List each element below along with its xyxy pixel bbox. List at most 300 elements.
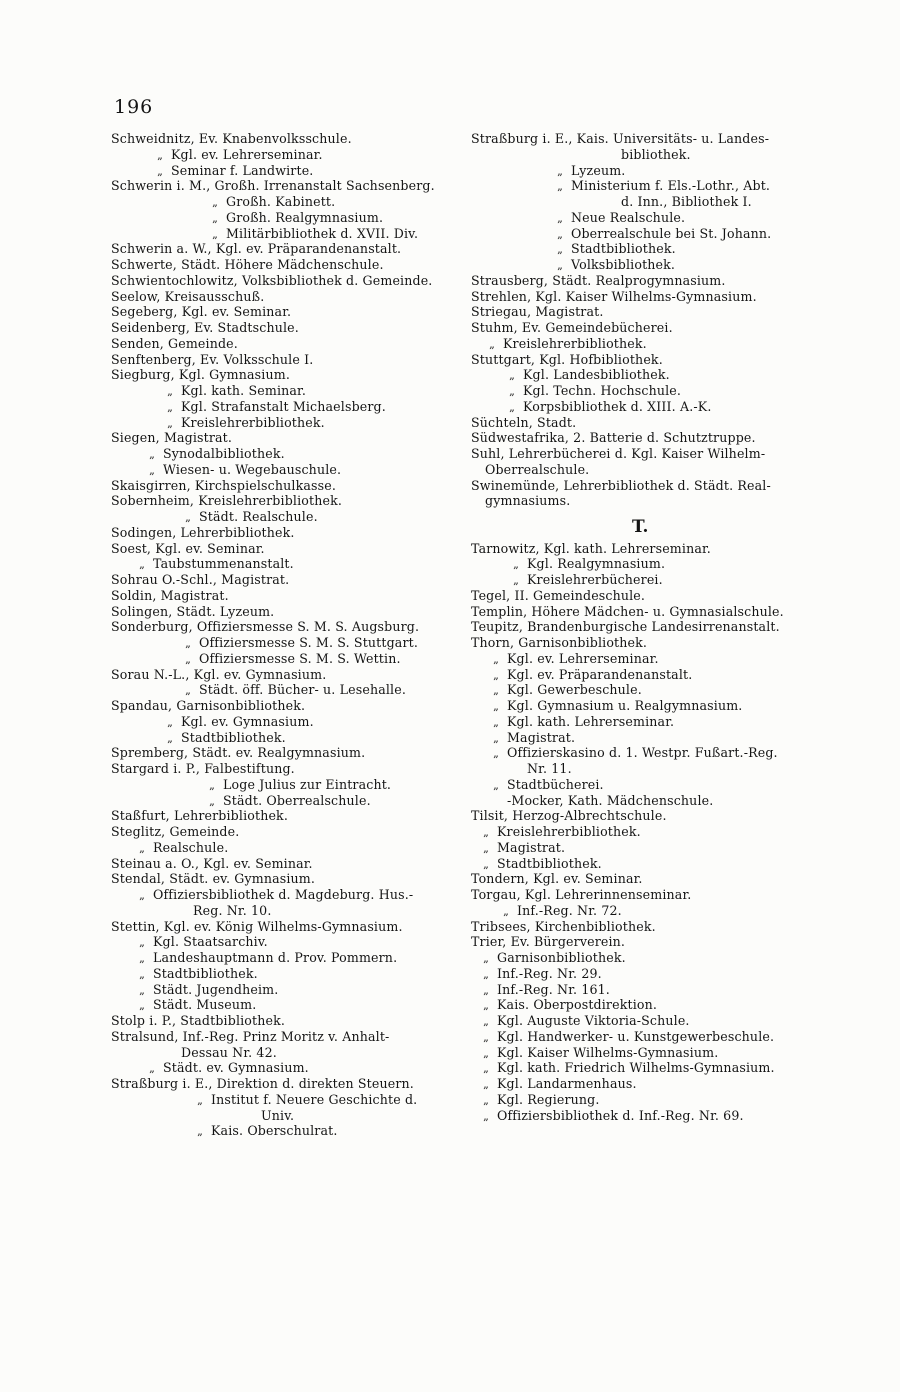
entry-text: Garnisonbibliothek. [497,950,626,965]
ditto-mark: „ [513,574,519,587]
index-subentry [111,1123,447,1139]
page-number: 196 [114,96,154,118]
entry-text: Lyzeum. [571,162,626,178]
index-subentry [111,714,447,730]
entry-text: Tribsees, Kirchenbibliothek. [471,918,656,934]
entry-text: Kais. Oberpostdirektion. [497,997,658,1013]
ditto-mark: „ [503,904,509,918]
index-entry [471,541,809,557]
entry-text: Kgl. Handwerker- u. Kunstgewerbeschule. [497,1028,775,1044]
entry-text: Stadtbibliothek. [497,855,602,871]
entry-text: Trier, Ev. Bürgerverein. [471,934,626,950]
index-entry [471,304,809,320]
index-entry [111,541,447,557]
entry-text: Seidenberg, Ev. Stadtschule. [111,320,299,335]
entry-text: Torgau, Kgl. Lehrerinnenseminar. [471,887,692,902]
entry-text: Realschule. [153,839,229,855]
entry-text: Offiziersmesse S. M. S. Stuttgart. [199,635,418,650]
entry-text: Kgl. ev. Lehrerseminar. [507,650,659,666]
ditto-mark: „ [197,1093,203,1107]
entry-text: Großh. Realgymnasium. [226,209,384,225]
entry-text: Tilsit, Herzog-Albrechtschule. [471,808,667,824]
entry-text: Staßfurt, Lehrerbibliothek. [111,808,288,824]
entry-text: Städt. Museum. [153,997,257,1013]
ditto-mark: „ [483,1030,489,1044]
index-entry [471,131,809,147]
ditto-mark: „ [493,731,499,745]
index-entry [111,871,447,887]
entry-text: Segeberg, Kgl. ev. Seminar. [111,304,292,320]
ditto-mark: „ [483,857,489,871]
entry-text: d. Inn., Bibliothek I. [621,194,752,209]
index-subentry [471,745,809,761]
ditto-mark: „ [509,369,515,383]
index-subentry [111,1060,447,1076]
index-entry [111,572,447,588]
index-entry [111,1076,447,1092]
ditto-mark: „ [139,967,145,981]
entry-text: Solingen, Städt. Lyzeum. [111,603,275,619]
index-entry [111,178,447,194]
entry-text: Städt. Realschule. [199,509,318,524]
index-entry [471,352,809,368]
entry-text: Reg. Nr. 10. [193,902,272,918]
index-entry [111,525,447,541]
entry-text: Oberrealschule bei St. Johann. [571,225,772,241]
ditto-mark: „ [149,463,155,477]
index-subentry [111,446,447,462]
entry-text: Seelow, Kreisausschuß. [111,288,265,304]
index-entry [111,304,447,320]
entry-text: Steinau a. O., Kgl. ev. Seminar. [111,855,313,871]
entry-text: Kgl. ev. Gymnasium. [181,713,314,729]
index-entry [471,934,809,950]
index-subentry [111,194,447,210]
ditto-mark: „ [557,211,563,225]
index-subentry [471,399,809,415]
ditto-mark: „ [209,794,215,808]
index-subentry [111,840,447,856]
index-entry [111,493,447,509]
index-subentry [471,336,809,352]
index-subentry [471,856,809,872]
index-subentry [471,178,809,194]
index-entry [111,824,447,840]
index-entry [111,131,447,147]
index-subentry [471,163,809,179]
index-subentry [111,793,447,809]
ditto-mark: „ [139,936,145,950]
entry-text: Oberrealschule. [485,461,590,477]
index-subentry [471,777,809,793]
index-subentry [111,556,447,572]
index-subentry [471,367,809,383]
entry-text: Wiesen- u. Wegebauschule. [163,461,342,477]
entry-text: Schwerin i. M., Großh. Irrenanstalt Sachsenberg. [111,178,435,194]
index-subentry [111,509,447,525]
index-subentry [111,147,447,163]
entry-text: Straßburg i. E., Kais. Universitäts- u. Landes- [471,131,770,146]
entry-text: Skaisgirren, Kirchspielschulkasse. [111,477,336,493]
index-subentry [111,462,447,478]
index-subentry [471,257,809,273]
entry-text: Inf.-Reg. Nr. 161. [497,981,610,997]
right-column [471,131,809,1123]
index-subentry [111,163,447,179]
entry-text: Stargard i. P., Falbestiftung. [111,761,295,776]
entry-text: Militärbibliothek d. XVII. Div. [226,225,419,241]
entry-text: Kgl. Gewerbeschule. [507,682,642,698]
index-subentry [111,415,447,431]
ditto-mark: „ [167,400,173,414]
ditto-mark: „ [212,196,218,209]
entry-text: Steglitz, Gemeinde. [111,824,240,839]
ditto-mark: „ [167,416,173,430]
entry-text: Stuhm, Ev. Gemeindebücherei. [471,320,673,335]
index-entry [111,273,447,289]
index-subentry [111,966,447,982]
index-entry [471,430,809,446]
entry-text: Straßburg i. E., Direktion d. direkten Steuern. [111,1076,414,1091]
entry-text: Seminar f. Landwirte. [171,162,314,178]
index-subentry [471,1092,809,1108]
index-subentry [471,572,809,588]
entry-text: bibliothek. [621,146,691,162]
entry-text: Kgl. Staatsarchiv. [153,934,268,950]
entry-text: Schwerte, Städt. Höhere Mädchenschule. [111,257,384,272]
index-entry [471,635,809,651]
index-entry [471,415,809,431]
ditto-mark: „ [149,448,155,461]
entry-text: Großh. Kabinett. [226,194,336,209]
index-subentry [471,950,809,966]
index-subentry [111,777,447,793]
index-entry [111,320,447,336]
ditto-mark: „ [483,952,489,965]
entry-text: Kgl. Realgymnasium. [527,556,666,572]
index-subentry [471,651,809,667]
index-entry [111,430,447,446]
entry-text: Sonderburg, Offiziersmesse S. M. S. Augsburg. [111,619,420,635]
index-entry [471,604,809,620]
entry-text: Sodingen, Lehrerbibliothek. [111,524,295,540]
ditto-mark: „ [513,558,519,572]
index-subentry [111,950,447,966]
entry-text: Swinemünde, Lehrerbibliothek d. Städt. Real- [471,477,771,493]
section-heading-t: T. [632,517,649,537]
entry-text: Kais. Oberschulrat. [211,1123,338,1139]
index-subentry [471,1029,809,1045]
index-entry [111,352,447,368]
ditto-mark: „ [185,511,191,524]
index-entry [471,446,809,462]
entry-text: Univ. [261,1107,295,1123]
entry-text: Stadtbibliothek. [571,241,676,257]
ditto-mark: „ [483,1062,489,1076]
index-subentry [471,730,809,746]
ditto-mark: „ [212,227,218,241]
ditto-mark: „ [185,637,191,650]
entry-text: Sobernheim, Kreislehrerbibliothek. [111,493,343,509]
index-subentry [471,1076,809,1092]
entry-text: Inf.-Reg. Nr. 29. [497,965,602,981]
index-subentry [471,226,809,242]
index-entry [471,194,809,210]
ditto-mark: „ [483,1078,489,1091]
index-entry [471,462,809,478]
index-subentry [471,1045,809,1061]
ditto-mark: „ [493,715,499,729]
index-entry [471,793,809,809]
ditto-mark: „ [483,841,489,855]
ditto-mark: „ [483,1015,489,1028]
index-subentry [111,399,447,415]
entry-text: Sohrau O.-Schl., Magistrat. [111,572,290,587]
entry-text: Kgl. kath. Friedrich Wilhelms-Gymnasium. [497,1060,775,1076]
index-subentry [111,682,447,698]
index-subentry [111,887,447,903]
ditto-mark: „ [139,889,145,902]
ditto-mark: „ [483,1046,489,1060]
entry-text: Süchteln, Stadt. [471,414,577,430]
ditto-mark: „ [483,983,489,997]
index-entry [471,478,809,494]
entry-text: Templin, Höhere Mädchen- u. Gymnasialschule. [471,603,784,619]
index-subentry [111,383,447,399]
entry-text: Stolp i. P., Stadtbibliothek. [111,1013,286,1028]
ditto-mark: „ [483,999,489,1013]
entry-text: Kgl. kath. Seminar. [181,383,306,398]
ditto-mark: „ [139,952,145,965]
index-entry [471,588,809,604]
entry-text: Südwestafrika, 2. Batterie d. Schutztruppe. [471,430,756,446]
index-subentry [471,840,809,856]
entry-text: Soldin, Magistrat. [111,587,229,603]
entry-text: Landeshauptmann d. Prov. Pommern. [153,950,398,965]
entry-text: Strausberg, Städt. Realprogymnasium. [471,272,726,288]
entry-text: Kgl. Gymnasium u. Realgymnasium. [507,698,743,713]
ditto-mark: „ [149,1062,155,1076]
entry-text: gymnasiums. [485,493,571,509]
ditto-mark: „ [157,164,163,178]
entry-text: Kgl. Strafanstalt Michaelsberg. [181,398,386,414]
index-entry [111,588,447,604]
ditto-mark: „ [209,778,215,792]
entry-text: Suhl, Lehrerbücherei d. Kgl. Kaiser Wilhelm- [471,446,766,461]
entry-text: Kgl. Kaiser Wilhelms-Gymnasium. [497,1044,719,1060]
index-entry [111,808,447,824]
index-entry [471,289,809,305]
ditto-mark: „ [167,731,173,745]
entry-text: Städt. öff. Bücher- u. Lesehalle. [199,682,406,698]
ditto-mark: „ [167,715,173,729]
entry-text: Städt. Jugendheim. [153,981,279,997]
index-entry [111,903,447,919]
index-subentry [471,383,809,399]
entry-text: Offiziersbibliothek d. Inf.-Reg. Nr. 69. [497,1107,744,1123]
index-subentry [111,1092,447,1108]
ditto-mark: „ [493,747,499,761]
entry-text: Kgl. ev. Lehrerseminar. [171,146,323,162]
entry-text: Korpsbibliothek d. XIII. A.-K. [523,398,712,414]
entry-text: Stadtbücherei. [507,776,604,792]
index-subentry [471,556,809,572]
index-subentry [111,635,447,651]
entry-text: Teupitz, Brandenburgische Landesirrenanstalt. [471,619,780,635]
index-entry [111,919,447,935]
entry-text: Schweidnitz, Ev. Knabenvolksschule. [111,131,352,146]
entry-text: Volksbibliothek. [571,257,676,272]
ditto-mark: „ [557,164,563,178]
entry-text: Spandau, Garnisonbibliothek. [111,698,306,713]
index-entry [111,604,447,620]
entry-text: Stendal, Städt. ev. Gymnasium. [111,871,316,887]
entry-text: Nr. 11. [527,761,572,776]
index-subentry [111,226,447,242]
entry-text: Schwientochlowitz, Volksbibliothek d. Gemeinde. [111,272,433,288]
index-subentry [471,903,809,919]
index-entry [471,871,809,887]
left-column [111,131,447,1139]
index-entry [471,887,809,903]
entry-text: Offiziersbibliothek d. Magdeburg. Hus.- [153,887,414,902]
index-entry [111,257,447,273]
ditto-mark: „ [139,999,145,1013]
ditto-mark: „ [493,652,499,666]
index-entry [111,336,447,352]
entry-text: Synodalbibliothek. [163,446,285,461]
entry-text: Siegen, Magistrat. [111,430,233,446]
entry-text: Tarnowitz, Kgl. kath. Lehrerseminar. [471,540,711,556]
entry-text: Städt. Oberrealschule. [223,792,371,808]
entry-text: Kgl. Auguste Viktoria-Schule. [497,1013,690,1028]
index-entry [111,761,447,777]
index-subentry [471,1060,809,1076]
ditto-mark: „ [557,259,563,272]
ditto-mark: „ [489,337,495,351]
ditto-mark: „ [509,400,515,414]
entry-text: Kgl. kath. Lehrerseminar. [507,713,675,729]
ditto-mark: „ [139,983,145,997]
entry-text: Offizierskasino d. 1. Westpr. Fußart.-Reg. [507,745,778,761]
entry-text: Kgl. Techn. Hochschule. [523,383,682,398]
ditto-mark: „ [557,227,563,241]
ditto-mark: „ [509,385,515,398]
entry-text: Stuttgart, Kgl. Hofbibliothek. [471,351,663,367]
entry-text: Offiziersmesse S. M. S. Wettin. [199,650,401,666]
entry-text: Neue Realschule. [571,209,686,225]
ditto-mark: „ [557,180,563,194]
index-subentry [471,997,809,1013]
index-entry [471,919,809,935]
entry-text: Strehlen, Kgl. Kaiser Wilhelms-Gymnasium. [471,288,757,304]
ditto-mark: „ [212,211,218,225]
ditto-mark: „ [167,385,173,398]
index-subentry [471,1108,809,1124]
entry-text: Magistrat. [507,729,576,745]
index-entry [111,478,447,494]
ditto-mark: „ [493,668,499,682]
index-subentry [471,966,809,982]
entry-text: Ministerium f. Els.-Lothr., Abt. [571,178,771,194]
entry-text: Spremberg, Städt. ev. Realgymnasium. [111,745,366,761]
entry-text: Kreislehrerbibliothek. [181,414,325,430]
index-entry [111,619,447,635]
entry-text: Kreislehrerbibliothek. [497,824,641,839]
ditto-mark: „ [157,148,163,162]
entry-text: Stadtbibliothek. [153,965,258,981]
index-subentry [471,1013,809,1029]
index-subentry [111,982,447,998]
entry-text: Senden, Gemeinde. [111,335,238,351]
index-entry [471,493,809,509]
entry-text: Sorau N.-L., Kgl. ev. Gymnasium. [111,666,327,682]
entry-text: Kgl. ev. Präparandenanstalt. [507,666,693,682]
index-entry [471,808,809,824]
ditto-mark: „ [493,778,499,792]
entry-text: Institut f. Neuere Geschichte d. [211,1091,418,1107]
index-subentry [471,682,809,698]
index-subentry [111,210,447,226]
index-subentry [471,210,809,226]
index-entry [111,367,447,383]
index-subentry [111,651,447,667]
ditto-mark: „ [185,652,191,666]
entry-text: Stadtbibliothek. [181,729,286,745]
index-entry [471,320,809,336]
ditto-mark: „ [493,700,499,713]
index-entry [471,619,809,635]
entry-text: Stettin, Kgl. ev. König Wilhelms-Gymnasium. [111,918,403,934]
entry-text: Striegau, Magistrat. [471,304,604,320]
index-subentry [471,824,809,840]
ditto-mark: „ [483,967,489,981]
ditto-mark: „ [185,684,191,698]
entry-text: Thorn, Garnisonbibliothek. [471,635,648,650]
index-subentry [471,714,809,730]
entry-text: Kgl. Landarmenhaus. [497,1076,637,1091]
entry-text: Taubstummenanstalt. [153,556,294,572]
index-entry [111,856,447,872]
entry-text: Magistrat. [497,839,566,855]
ditto-mark: „ [139,841,145,855]
index-entry [471,147,809,163]
index-subentry [111,934,447,950]
ditto-mark: „ [197,1125,203,1139]
entry-text: Kreislehrerbücherei. [527,572,663,587]
ditto-mark: „ [139,558,145,572]
ditto-mark: „ [493,684,499,698]
index-entry [111,745,447,761]
index-entry [111,1029,447,1045]
index-subentry [471,241,809,257]
entry-text: Soest, Kgl. ev. Seminar. [111,540,265,556]
entry-text: Kreislehrerbibliothek. [503,335,647,351]
index-entry [111,1108,447,1124]
index-entry [111,1013,447,1029]
index-entry [111,241,447,257]
ditto-mark: „ [483,826,489,839]
ditto-mark: „ [483,1109,489,1123]
entry-text: Kgl. Landesbibliothek. [523,367,670,383]
index-subentry [111,997,447,1013]
index-entry [111,698,447,714]
index-subentry [471,982,809,998]
index-entry [111,1045,447,1061]
ditto-mark: „ [557,243,563,257]
index-entry [111,667,447,683]
entry-text: Städt. ev. Gymnasium. [163,1060,309,1076]
